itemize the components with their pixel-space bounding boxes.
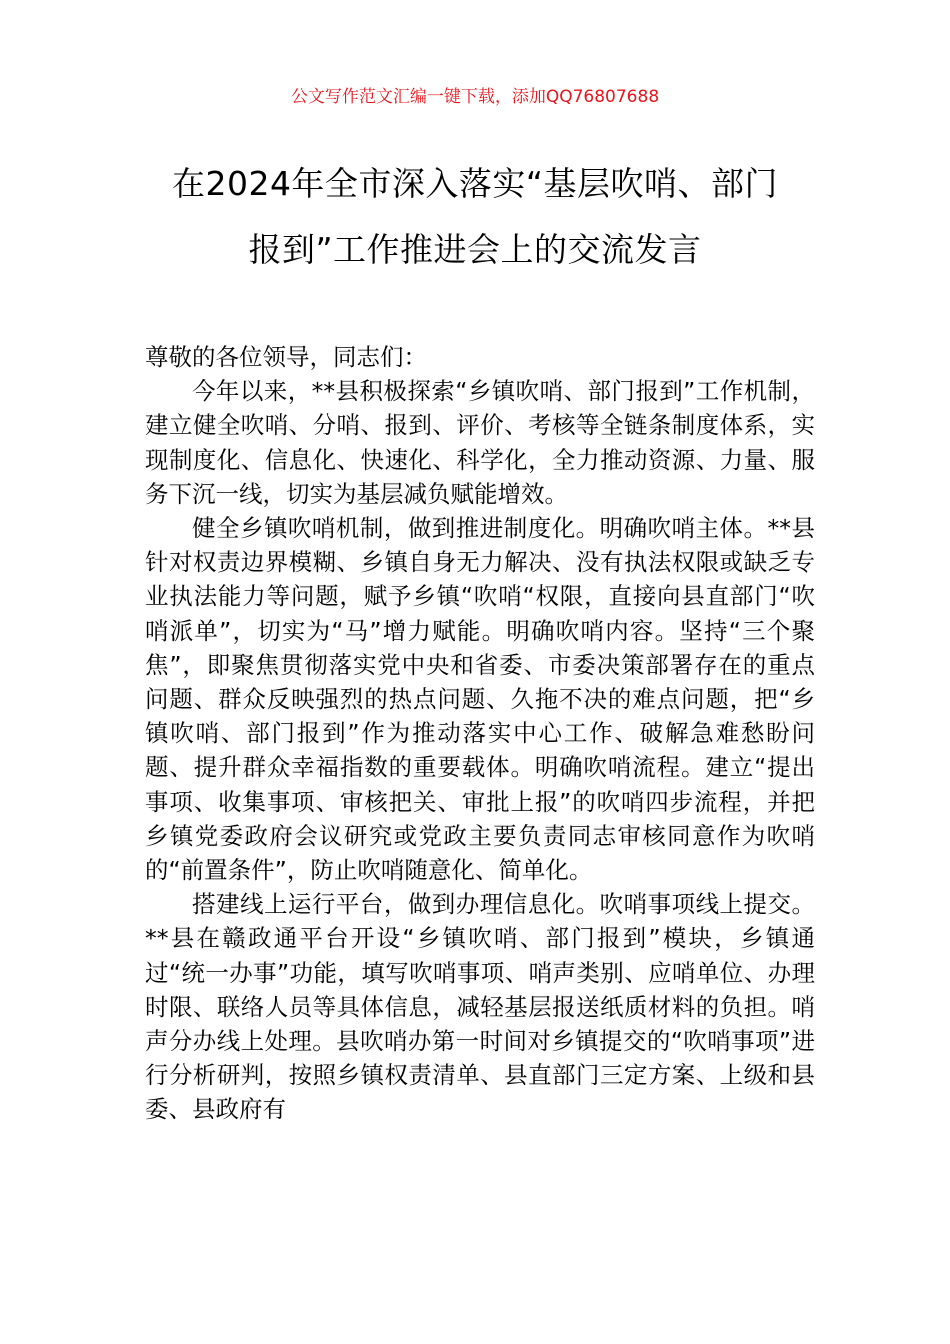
document-title	[100, 151, 850, 283]
document-title-line-1: 在2024年全市深入落实“基层吹哨、部门	[171, 164, 779, 203]
document-body	[145, 340, 815, 1127]
paragraph-online-platform: 搭建线上运行平台，做到办理信息化。吹哨事项线上提交。**县在赣政通平台开设“乡镇吹哨、部门报到”模块，乡镇通过“统一办事”功能，填写吹哨事项、哨声类别、应哨单位、办理时限、联络人员等具体信息，减轻基层报送纸质材料的负担。哨声分办线上处理。县吹哨办第一时间对乡镇提交的“吹哨事项”进行分析研判，按照乡镇权责清单、县直部门三定方案、上级和县委、县政府有	[145, 890, 815, 1124]
salutation: 尊敬的各位领导，同志们：	[145, 343, 427, 371]
document-title-line-2: 报到”工作推进会上的交流发言	[248, 230, 702, 269]
download-promo-note: 公文写作范文汇编一键下载，添加QQ76807688	[290, 87, 660, 107]
paragraph-intro: 今年以来，**县积极探索“乡镇吹哨、部门报到”工作机制，建立健全吹哨、分哨、报到、评价、考核等全链条制度体系，实现制度化、信息化、快速化、科学化，全力推动资源、力量、服务下沉一线，切实为基层减负赋能增效。	[145, 377, 815, 508]
paragraph-whistle-mechanism: 健全乡镇吹哨机制，做到推进制度化。明确吹哨主体。**县针对权责边界模糊、乡镇自身无力解决、没有执法权限或缺乏专业执法能力等问题，赋予乡镇“吹哨“权限，直接向县直部门“吹哨派单”，切实为“马”增力赋能。明确吹哨内容。坚持“三个聚焦”，即聚焦贯彻落实党中央和省委、市委决策部署存在的重点问题、群众反映强烈的热点问题、久拖不决的难点问题，把“乡镇吹哨、部门报到”作为推动落实中心工作、破解急难愁盼问题、提升群众幸福指数的重要载体。明确吹哨流程。建立“提出事项、收集事项、审核把关、审批上报”的吹哨四步流程，并把乡镇党委政府会议研究或党政主要负责同志审核同意作为吹哨的“前置条件”，防止吹哨随意化、简单化。	[145, 514, 815, 885]
